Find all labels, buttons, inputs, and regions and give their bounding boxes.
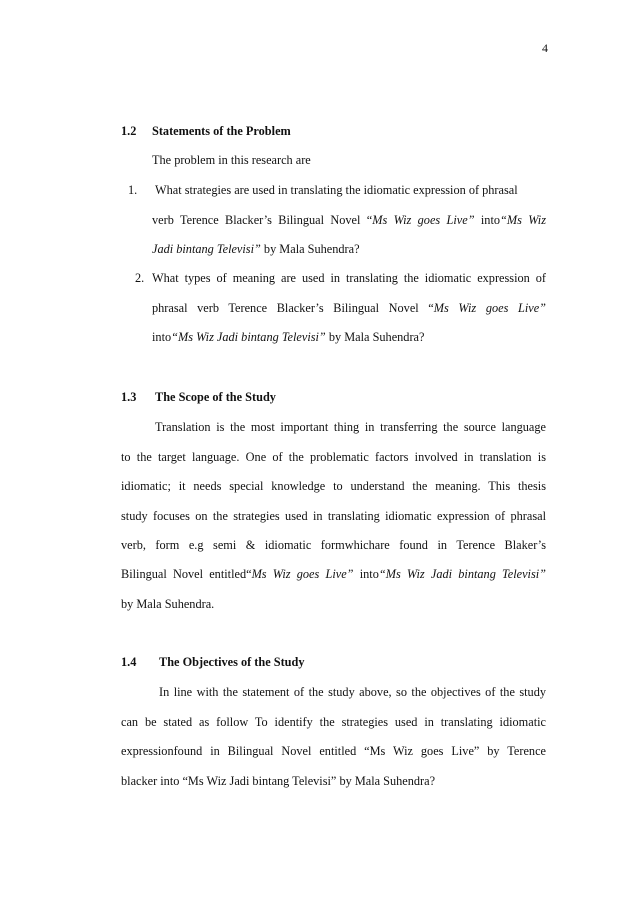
- paragraph-line: [121, 743, 546, 759]
- page-number: 4: [542, 41, 548, 55]
- paragraph-line: [121, 449, 546, 465]
- text-span: verb Terence Blacker’s Bilingual Novel “: [152, 213, 373, 227]
- text-span: by Mala Suhendra?: [260, 242, 360, 256]
- list-item-line: [152, 241, 360, 257]
- text-span: What types of meaning are used in translating the idiomatic expression of: [152, 271, 546, 285]
- text-span: Bilingual Novel entitled“: [121, 567, 252, 581]
- section-heading-1-4: [121, 655, 305, 670]
- list-item-line: [155, 182, 546, 198]
- section-heading-1-3: [121, 390, 276, 405]
- list-marker: 1.: [128, 183, 138, 197]
- text-span: study focuses on the strategies used in translating idiomatic expression of phrasal: [121, 509, 546, 523]
- text-span: expressionfound in Bilingual Novel entitled “Ms Wiz goes Live” by Terence: [121, 744, 546, 758]
- section-number: 1.3: [121, 390, 137, 404]
- text-span: to the target language. One of the problematic factors involved in translation is: [121, 450, 546, 464]
- list-marker: 2.: [135, 271, 145, 285]
- italic-title: “Ms Wiz Jadi bintang Televisi”: [171, 330, 326, 344]
- list-item-line: [152, 329, 424, 345]
- italic-title: Ms Wiz goes Live”: [251, 567, 354, 581]
- problem-intro: The problem in this research are: [152, 153, 311, 167]
- text-span: blacker into “Ms Wiz Jadi bintang Televisi” by Mala Suhendra?: [121, 774, 436, 788]
- paragraph-line: [155, 419, 546, 435]
- text-span: by Mala Suhendra.: [121, 597, 215, 611]
- paragraph-line: [121, 537, 546, 553]
- section-number: 1.2: [121, 124, 137, 138]
- section-number: 1.4: [121, 655, 137, 669]
- italic-title: Ms Wiz goes Live”: [372, 213, 475, 227]
- paragraph-line: [121, 596, 214, 612]
- section-title: The Objectives of the Study: [159, 655, 305, 669]
- italic-title: Ms Wiz goes Live”: [433, 301, 546, 315]
- paragraph-line: [121, 478, 546, 494]
- text-span: can be stated as follow To identify the strategies used in translating idiomatic: [121, 715, 546, 729]
- text-span: idiomatic; it needs special knowledge to understand the meaning. This thesis: [121, 479, 546, 493]
- list-item-line: [152, 270, 546, 286]
- text-span: phrasal verb Terence Blacker’s Bilingual Novel “: [152, 301, 434, 315]
- text-span: by Mala Suhendra?: [325, 330, 425, 344]
- italic-title: Jadi bintang Televisi”: [152, 242, 261, 256]
- paragraph-line: [121, 508, 546, 524]
- section-heading-1-2: [121, 124, 291, 139]
- text-span: In line with the statement of the study above, so the objectives of the study: [159, 685, 546, 699]
- text-span: into: [474, 213, 501, 227]
- list-item-line: [152, 212, 546, 228]
- text-span: into: [353, 567, 379, 581]
- list-item-line: [152, 300, 546, 316]
- italic-title: “Ms Wiz: [500, 213, 546, 227]
- section-title: Statements of the Problem: [152, 124, 291, 138]
- italic-title: “Ms Wiz Jadi bintang Televisi”: [378, 567, 546, 581]
- paragraph-line: [121, 773, 435, 789]
- list-item-text: What strategies are used in translating the idiomatic expression of phrasal: [155, 183, 518, 197]
- paragraph-line: [121, 566, 546, 582]
- text-span: Translation is the most important thing in transferring the source language: [155, 420, 546, 434]
- paragraph-line: [121, 714, 546, 730]
- text-span: verb, form e.g semi & idiomatic formwhichare found in Terence Blaker’s: [121, 538, 546, 552]
- text-span: into: [152, 330, 172, 344]
- paragraph-line: [159, 684, 546, 700]
- section-title: The Scope of the Study: [155, 390, 276, 404]
